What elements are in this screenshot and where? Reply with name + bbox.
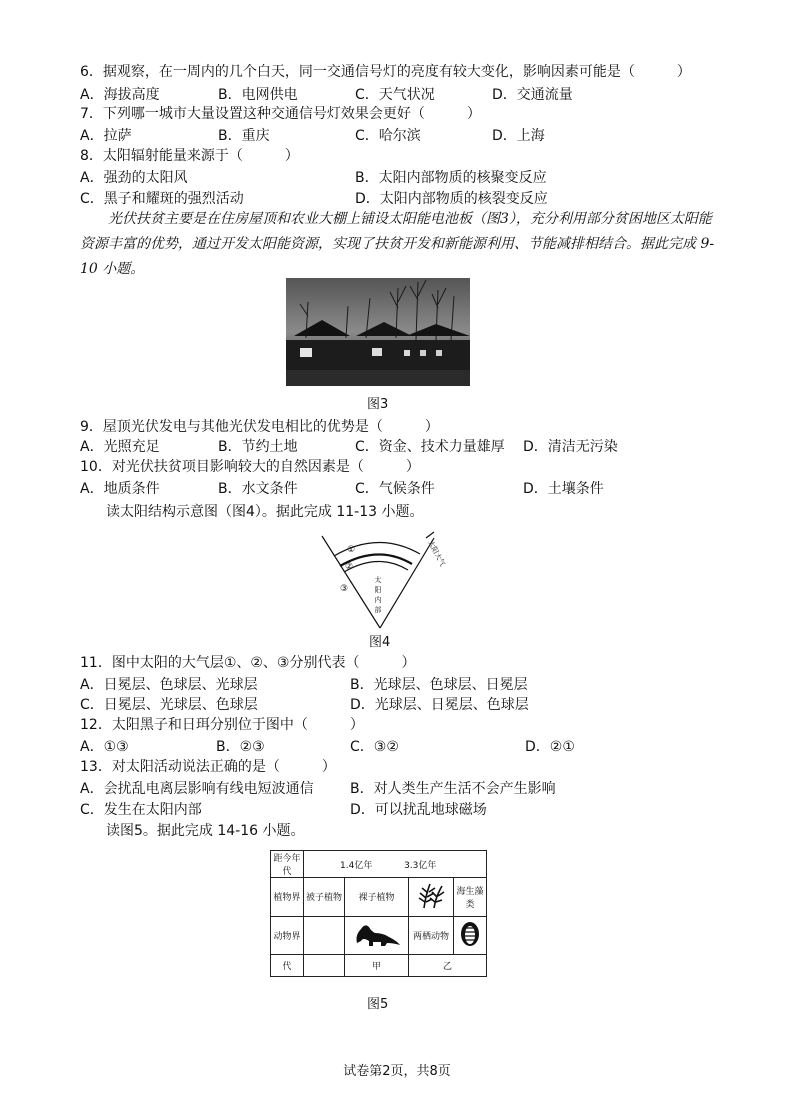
- option-6c: C．天气状况: [355, 87, 435, 103]
- question-12: 12．太阳黑子和日珥分别位于图中（ ）: [80, 717, 364, 733]
- fig5-trilobite-icon: [454, 916, 487, 954]
- option-6a: A．海拔高度: [80, 87, 160, 103]
- option-9a: A．光照充足: [80, 439, 160, 455]
- option-7d: D．上海: [492, 128, 545, 144]
- figure-4-caption: 图4: [369, 635, 391, 650]
- question-13: 13．对太阳活动说法正确的是（ ）: [80, 759, 336, 775]
- option-9c: C．资金、技术力量雄厚: [355, 439, 505, 455]
- option-12d: D．②①: [525, 739, 575, 755]
- option-11b: B．光球层、色球层、日冕层: [350, 677, 528, 693]
- fig5-era-jia: 甲: [345, 954, 409, 976]
- question-9: 9．屋顶光伏发电与其他光伏发电相比的优势是（ ）: [80, 419, 439, 435]
- option-13c: C．发生在太阳内部: [80, 802, 202, 818]
- intro-figure-4: 读太阳结构示意图（图4）。据此完成 11-13 小题。: [106, 504, 424, 520]
- option-10c: C．气候条件: [355, 481, 435, 497]
- fig5-row-head-era: 代: [271, 954, 304, 976]
- option-12c: C．③②: [350, 739, 399, 755]
- option-7c: C．哈尔滨: [355, 128, 421, 144]
- figure-5-geologic-table: [270, 850, 487, 977]
- fig5-time-1: 1.4亿年: [340, 860, 373, 871]
- fig5-row-head-plant: 植物界: [271, 878, 304, 916]
- svg-text:太: 太: [374, 576, 382, 584]
- question-11: 11．图中太阳的大气层①、②、③分别代表（ ）: [80, 655, 416, 671]
- intro-figure-5: 读图5。据此完成 14-16 小题。: [106, 823, 305, 839]
- option-6d: D．交通流量: [492, 87, 573, 103]
- svg-text:太阳大气: 太阳大气: [426, 539, 446, 568]
- option-9b: B．节约土地: [218, 439, 298, 455]
- fig5-angiosperm: 被子植物: [304, 878, 345, 916]
- svg-text:部: 部: [374, 606, 382, 614]
- option-8a: A．强劲的太阳风: [80, 170, 188, 186]
- fig5-era-yi: 乙: [409, 954, 487, 976]
- option-9d: D．清洁无污染: [523, 439, 618, 455]
- fig5-gymnosperm: 裸子植物: [345, 878, 409, 916]
- option-8c: C．黑子和耀斑的强烈活动: [80, 191, 244, 207]
- option-12b: B．②③: [216, 739, 265, 755]
- fig4-label-3: ③: [340, 584, 349, 594]
- fig4-label-1: ①: [347, 545, 356, 555]
- option-11a: A．日冕层、色球层、光球层: [80, 677, 258, 693]
- option-8d: D．太阳内部物质的核裂变反应: [355, 191, 548, 207]
- option-10b: B．水文条件: [218, 481, 298, 497]
- figure-3-photo: [286, 278, 470, 386]
- option-10a: A．地质条件: [80, 481, 160, 497]
- option-13a: A．会扰乱电离层影响有线电短波通信: [80, 781, 314, 797]
- fig4-label-2: ②: [345, 562, 354, 572]
- fig5-marine-algae: 海生藻类: [454, 878, 487, 916]
- fig5-fern-icon: [409, 878, 454, 916]
- question-6: 6．据观察，在一周内的几个白天，同一交通信号灯的亮度有较大变化，影响因素可能是（ ）: [80, 64, 691, 80]
- fig5-row-head-age: 距今年代: [271, 851, 304, 878]
- option-12a: A．①③: [80, 739, 129, 755]
- question-8: 8．太阳辐射能量来源于（ ）: [80, 148, 299, 164]
- figure-3-caption: 图3: [367, 397, 389, 412]
- question-10: 10．对光伏扶贫项目影响较大的自然因素是（ ）: [80, 459, 420, 475]
- svg-text:内: 内: [374, 596, 382, 604]
- fig5-time-2: 3.3亿年: [404, 860, 437, 871]
- figure-4-sun-structure: [316, 530, 446, 630]
- fig5-dinosaur-icon: [345, 916, 409, 954]
- passage-solar-poverty: 光伏扶贫主要是在住房屋顶和农业大棚上铺设太阳能电池板（图3），充分利用部分贫困地区太阳能资源丰富的优势，通过开发太阳能资源，实现了扶贫开发和新能源利用、节能减排相结合。据此完成 9-10 小题。: [80, 211, 715, 277]
- option-13d: D．可以扰乱地球磁场: [350, 802, 487, 818]
- option-10d: D．土壤条件: [523, 481, 604, 497]
- fig5-amphibian: 两栖动物: [412, 931, 449, 942]
- option-13b: B．对人类生产生活不会产生影响: [350, 781, 556, 797]
- option-7a: A．拉萨: [80, 128, 132, 144]
- option-8b: B．太阳内部物质的核聚变反应: [355, 170, 547, 186]
- option-11d: D．光球层、日冕层、色球层: [350, 697, 529, 713]
- option-11c: C．日冕层、光球层、色球层: [80, 697, 258, 713]
- svg-text:阳: 阳: [374, 586, 382, 594]
- fig5-row-head-animal: 动物界: [271, 916, 304, 954]
- option-7b: B．重庆: [218, 128, 270, 144]
- figure-5-caption: 图5: [367, 997, 389, 1012]
- option-6b: B．电网供电: [218, 87, 298, 103]
- page-footer: 试卷第2页，共8页: [343, 1064, 451, 1079]
- question-7: 7．下列哪一城市大量设置这种交通信号灯效果会更好（ ）: [80, 106, 481, 122]
